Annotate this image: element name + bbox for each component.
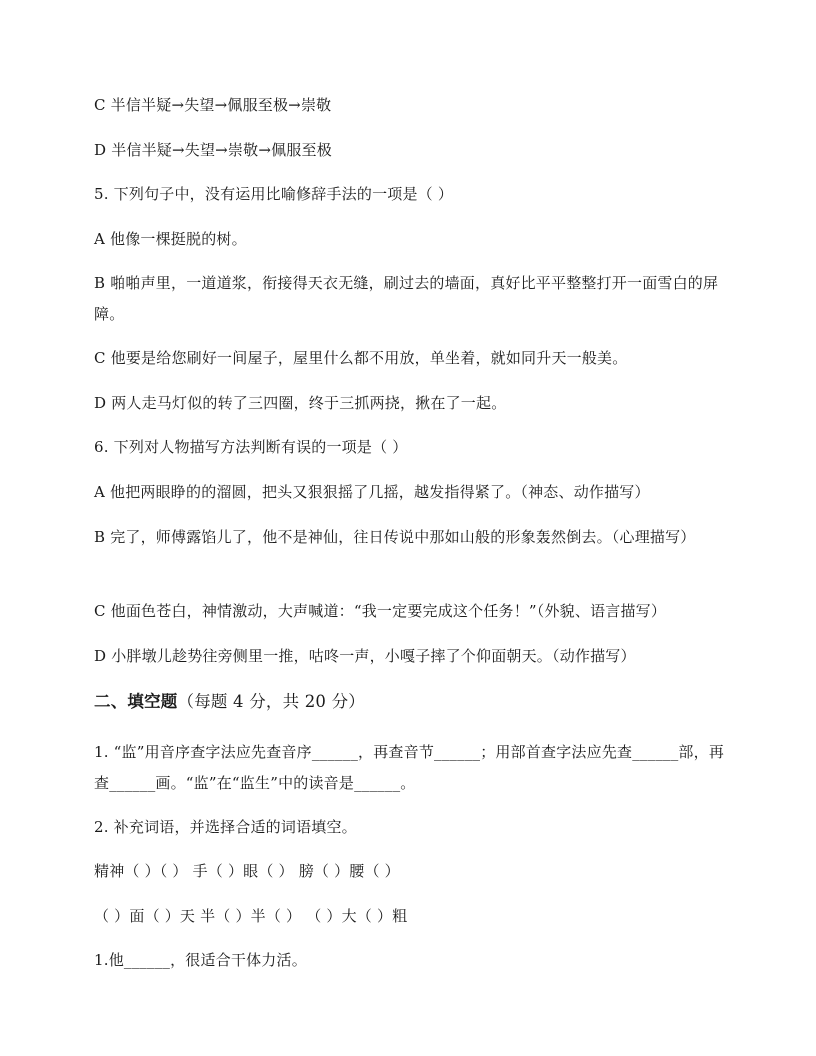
section-2-heading bbox=[94, 692, 734, 712]
option-d-q5: D 两人走马灯似的转了三四圈，终于三抓两挠，揪在了一起。 bbox=[94, 394, 507, 412]
section-2-title: 二、填空题 bbox=[94, 692, 178, 711]
option-a-q6: A 他把两眼睁的的溜圆，把头又狠狠摇了几摇，越发指得紧了。（神态、动作描写） bbox=[94, 483, 650, 501]
option-a-q5: A 他像一棵挺脱的树。 bbox=[94, 230, 247, 248]
option-c-q5: C 他要是给您刷好一间屋子，屋里什么都不用放，单坐着，就如同升天一般美。 bbox=[94, 349, 628, 367]
fill-question-2: 2. 补充词语，并选择合适的词语填空。 bbox=[94, 818, 357, 836]
fill-sentence-1: 1.他______，很适合干体力活。 bbox=[94, 951, 307, 969]
option-d-q4: D 半信半疑→失望→崇敬→佩服至极 bbox=[94, 141, 332, 159]
question-5: 5. 下列句子中，没有运用比喻修辞手法的一项是（ ） bbox=[94, 185, 454, 203]
question-6: 6. 下列对人物描写方法判断有误的一项是（ ） bbox=[94, 438, 408, 456]
fill-question-1: 1. “监”用音序查字法应先查音序______，再查音节______；用部首查字法应先查______部，再查______画。“监”在“监生”中的读音是______。 bbox=[94, 743, 725, 792]
option-b-q5: B 啪啪声里，一道道浆，衔接得天衣无缝，刷过去的墙面，真好比平平整整打开一面雪白的屏障。 bbox=[94, 274, 719, 323]
option-d-q6: D 小胖墩儿趁势往旁侧里一推，咕咚一声，小嘎子摔了个仰面朝天。（动作描写） bbox=[94, 647, 636, 665]
option-b-q6: B 完了，师傅露馅儿了，他不是神仙，往日传说中那如山般的形象轰然倒去。（心理描写） bbox=[94, 528, 696, 546]
section-2-score: （每题 4 分，共 20 分） bbox=[177, 692, 365, 711]
option-c-q4: C 半信半疑→失望→佩服至极→崇敬 bbox=[94, 96, 332, 114]
option-c-q6: C 他面色苍白，神情激动，大声喊道：“我一定要完成这个任务！”（外貌、语言描写） bbox=[94, 602, 667, 620]
word-blanks-row-1: 精神（ ）（ ） 手（ ）眼（ ） 膀（ ）腰（ ） bbox=[94, 862, 400, 880]
word-blanks-row-2: （ ）面（ ）天 半（ ）半（ ） （ ）大（ ）粗 bbox=[94, 907, 408, 925]
